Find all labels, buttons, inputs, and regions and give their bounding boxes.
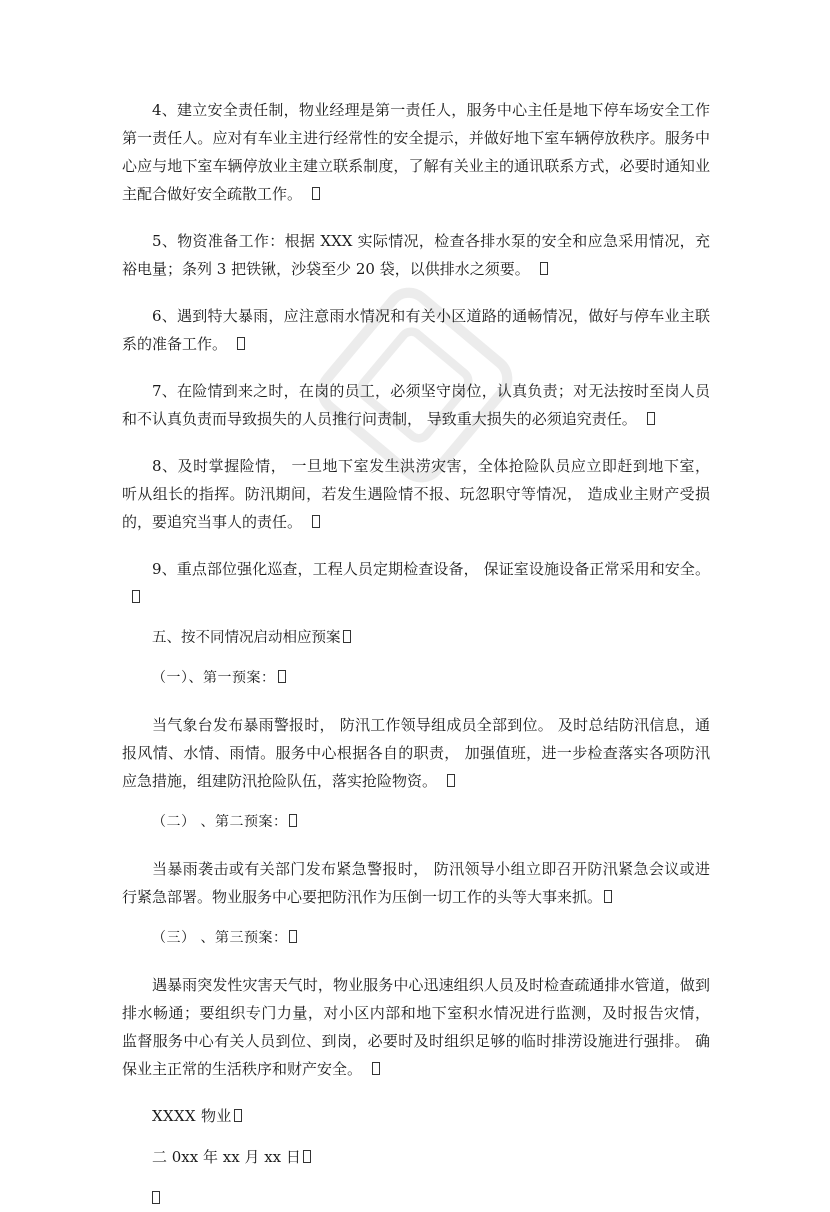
paragraph-mark-icon — [152, 1191, 160, 1204]
paragraph-mark-icon — [278, 670, 286, 683]
plan-2-body: 当暴雨袭击或有关部门发布紧急警报时， 防汛领导小组立即召开防汛紧急会议或进行紧急部署。物业服务中心要把防汛作为压倒一切工作的头等大事来抓。 — [122, 860, 710, 906]
plan-3-body: 遇暴雨突发性灾害天气时，物业服务中心迅速组织人员及时检查疏通排水管道，做到排水畅通；要组织专门力量，对小区内部和地下室积水情况进行监测，及时报告灾情， 监督服务中心有关人员到位、到岗，必要时及时组织足够的临时排涝设施进行强排。 确保业主正常的生活秩序和财产安全。 — [122, 976, 710, 1078]
paragraph-mark-icon — [132, 590, 140, 603]
paragraph-mark-icon — [303, 1150, 311, 1163]
paragraph-mark-icon — [343, 630, 351, 643]
paragraph-item-7: 7、在险情到来之时，在岗的员工，必须坚守岗位，认真负责；对无法按时至岗人员和不认真负责而导致损失的人员推行问责制， 导致重大损失的必须追究责任。 — [122, 382, 710, 428]
paragraph-mark-icon — [234, 1109, 242, 1122]
paragraph-item-4: 4、建立安全责任制，物业经理是第一责任人，服务中心主任是地下停车场安全工作第一责任人。应对有车业主进行经常性的安全提示，并做好地下室车辆停放秩序。服务中心应与地下室车辆停放业主建立联系制度，了解有关业主的通讯联系方式，必要时通知业主配合做好安全疏散工作。 — [122, 101, 710, 203]
paragraph-mark-icon — [604, 890, 612, 903]
paragraph-item-8: 8、及时掌握险情， 一旦地下室发生洪涝灾害，全体抢险队员应立即赶到地下室， 听从组长的指挥。防汛期间，若发生遇险情不报、玩忽职守等情况， 造成业主财产受损的，要追究当事人的责任。 — [122, 457, 710, 531]
empty-paragraph — [122, 1184, 710, 1212]
paragraph-mark-icon — [237, 337, 245, 350]
plan-3-title: （三） 、第三预案： — [122, 924, 710, 952]
section-heading: 五、按不同情况启动相应预案 — [122, 624, 710, 652]
paragraph-item-6: 6、遇到特大暴雨，应注意雨水情况和有关小区道路的通畅情况，做好与停车业主联系的准备工作。 — [122, 307, 710, 353]
paragraph-mark-icon — [312, 187, 320, 200]
paragraph-mark-icon — [540, 262, 548, 275]
plan-1-title: （一）、第一预案： — [122, 664, 710, 692]
paragraph-item-5: 5、物资准备工作：根据 XXX 实际情况，检查各排水泵的安全和应急采用情况，充裕电量；条列 3 把铁锹，沙袋至少 20 袋，以供排水之须要。 — [122, 232, 710, 278]
paragraph-mark-icon — [289, 930, 297, 943]
paragraph-mark-icon — [372, 1062, 380, 1075]
signature: XXXX 物业 — [122, 1102, 710, 1130]
paragraph-mark-icon — [647, 412, 655, 425]
paragraph-mark-icon — [447, 774, 455, 787]
plan-1-body: 当气象台发布暴雨警报时， 防汛工作领导组成员全部到位。 及时总结防汛信息，通报风情、水情、雨情。服务中心根据各自的职责， 加强值班，进一步检查落实各项防汛应急措施，组建防汛抢险队伍，落实抢险物资。 — [122, 716, 710, 790]
document-body — [122, 96, 710, 1212]
document-date: 二 0xx 年 xx 月 xx 日 — [122, 1143, 710, 1171]
plan-2-title: （二） 、第二预案： — [122, 808, 710, 836]
paragraph-mark-icon — [289, 814, 297, 827]
paragraph-mark-icon — [312, 515, 320, 528]
paragraph-item-9: 9、重点部位强化巡查，工程人员定期检查设备， 保证室设施设备正常采用和安全。 — [122, 555, 710, 611]
